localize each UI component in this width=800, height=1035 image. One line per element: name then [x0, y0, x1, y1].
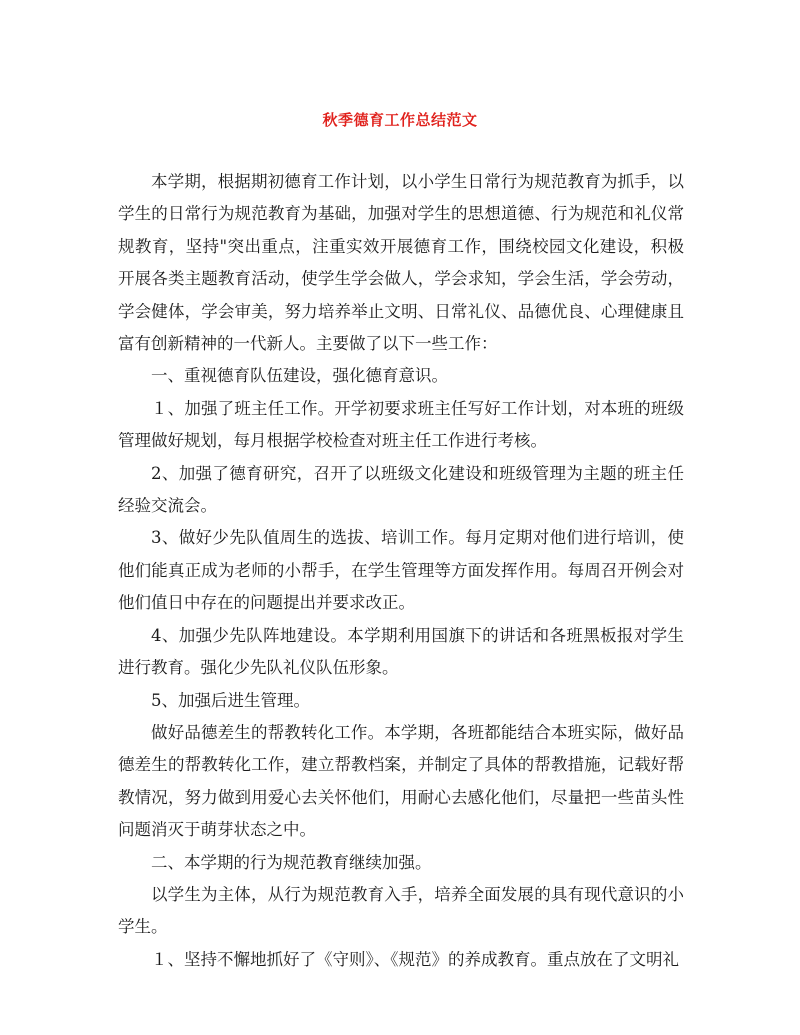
- paragraph-intro: 本学期，根据期初德育工作计划，以小学生日常行为规范教育为抓手，以学生的日常行为规范教育为基础，加强对学生的思想道德、行为规范和礼仪常规教育，坚持"突出重点，注重实效开展德育工作，围绕校园文化建设，积极开展各类主题教育活动，使学生学会做人，学会求知，学会生活，学会劳动，学会健体，学会审美，努力培养举止文明、日常礼仪、品德优良、心理健康且富有创新精神的一代新人。主要做了以下一些工作：: [118, 172, 684, 354]
- paragraph-item-5: 5、加强后进生管理。: [151, 690, 310, 710]
- paragraph-item-5-detail: 做好品德差生的帮教转化工作。本学期，各班都能结合本班实际，做好品德差生的帮教转化工作，建立帮教档案，并制定了具体的帮教措施，记载好帮教情况，努力做到用爱心去关怀他们，用耐心去感化他们，尽量把一些苗头性问题消灭于萌芽状态之中。: [118, 722, 684, 840]
- paragraph-section-1-heading: 一、重视德育队伍建设，强化德育意识。: [151, 366, 448, 386]
- paragraph-section-2-item-1: １、坚持不懈地抓好了《守则》、《规范》的养成教育。重点放在了文明礼: [151, 949, 679, 969]
- paragraph-item-2: 2、加强了德育研究，召开了以班级文化建设和班级管理为主题的班主任经验交流会。: [118, 463, 684, 516]
- paragraph-item-1: １、加强了班主任工作。开学初要求班主任写好工作计划，对本班的班级管理做好规划，每月根据学校检查对班主任工作进行考核。: [118, 398, 684, 451]
- paragraph-section-2-heading: 二、本学期的行为规范教育继续加强。: [151, 852, 432, 872]
- document-body: [118, 166, 684, 976]
- paragraph-section-2-intro: 以学生为主体，从行为规范教育入手，培养全面发展的具有现代意识的小学生。: [118, 884, 684, 937]
- paragraph-item-4: 4、加强少先队阵地建设。本学期利用国旗下的讲话和各班黑板报对学生进行教育。强化少先队礼仪队伍形象。: [118, 625, 684, 678]
- paragraph-item-3: 3、做好少先队值周生的选拔、培训工作。每月定期对他们进行培训，使他们能真正成为老师的小帮手，在学生管理等方面发挥作用。每周召开例会对他们值日中存在的问题提出并要求改正。: [118, 528, 684, 613]
- document-title: 秋季德育工作总结范文: [322, 111, 478, 129]
